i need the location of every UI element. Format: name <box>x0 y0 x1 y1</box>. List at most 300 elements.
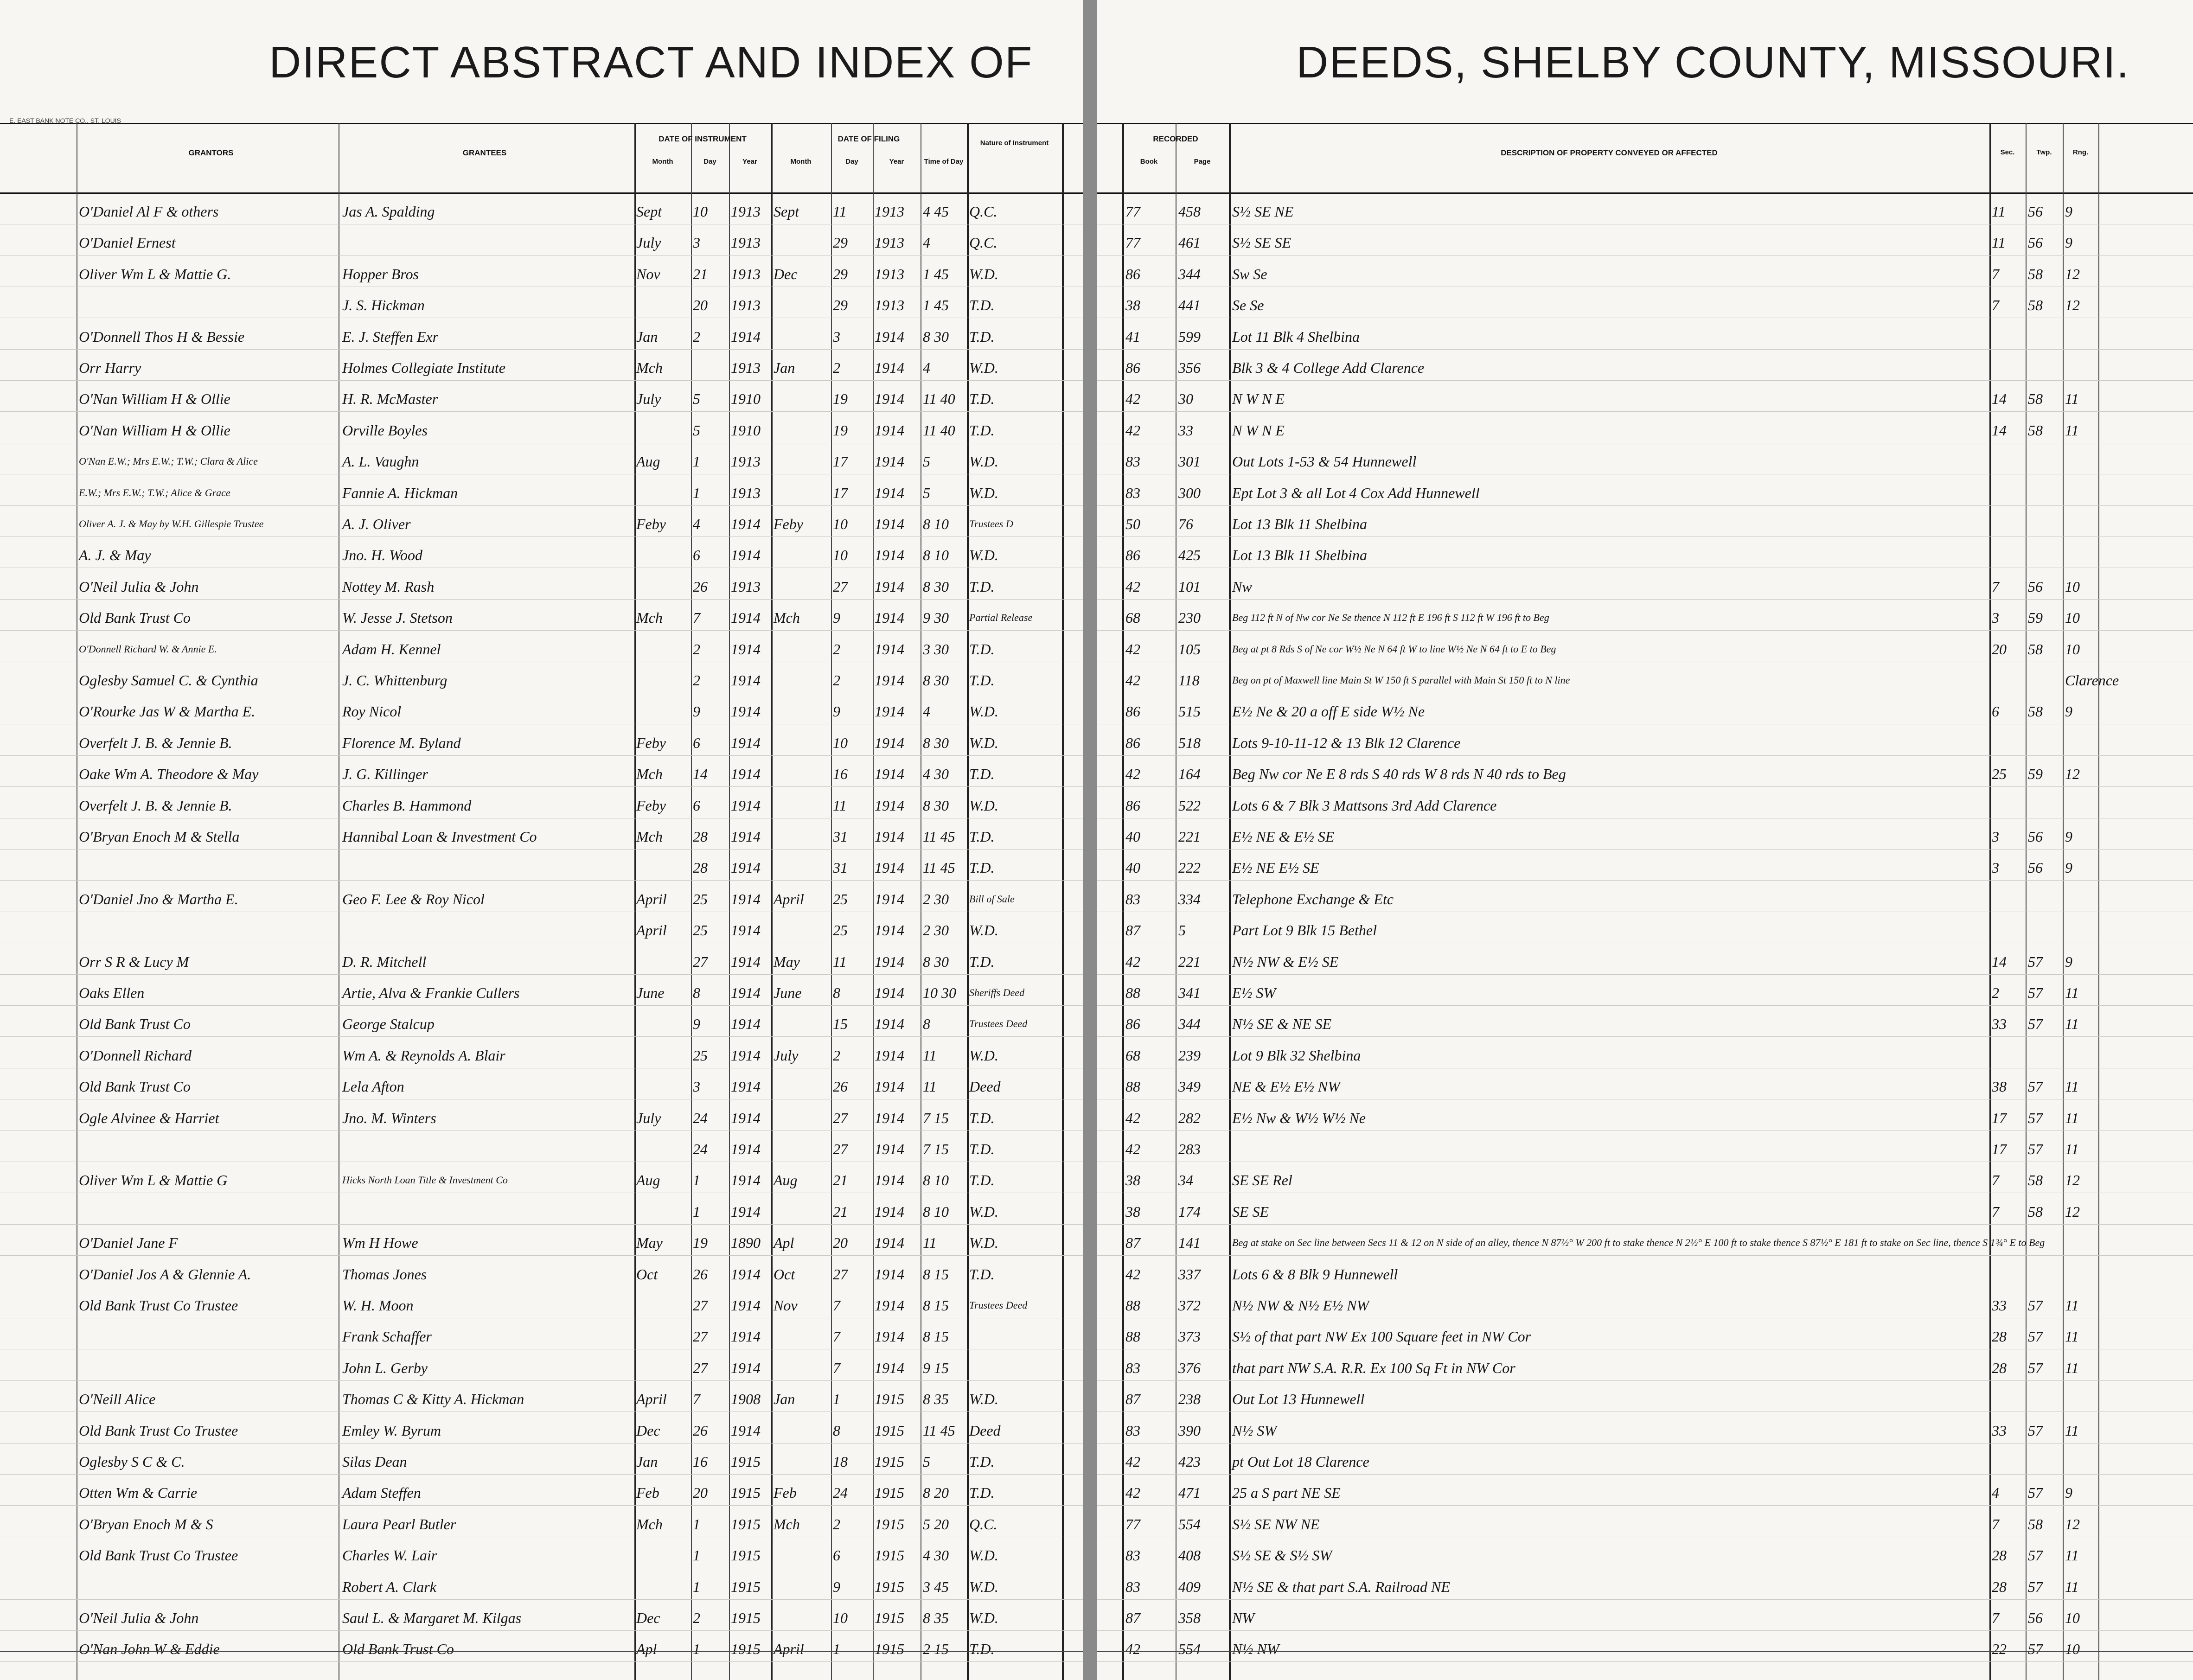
rng-cell: 9 <box>2065 203 2072 220</box>
filing-month-cell: Dec <box>774 265 798 282</box>
rng-cell: 11 <box>2065 1328 2079 1345</box>
grantee-cell: Orville Boyles <box>342 422 428 439</box>
twp-cell: 58 <box>2028 390 2043 408</box>
filing-month-cell: Mch <box>774 1515 800 1533</box>
sec-cell: 38 <box>1992 1078 2007 1095</box>
page-cell: 458 <box>1178 203 1201 220</box>
instrument-day-cell: 25 <box>693 1047 708 1064</box>
twp-cell: 57 <box>2028 953 2043 970</box>
sec-cell: 28 <box>1992 1547 2007 1564</box>
instrument-month-cell: Mch <box>636 359 663 376</box>
grantee-cell: Hannibal Loan & Investment Co <box>342 828 537 845</box>
page-cell: 101 <box>1178 578 1201 595</box>
instrument-month-cell: Feby <box>636 797 666 814</box>
sec-cell: 7 <box>1992 578 1999 595</box>
description-cell: Telephone Exchange & Etc <box>1232 890 1394 907</box>
book-cell: 86 <box>1125 797 1140 814</box>
filing-time-cell: 11 <box>923 1047 937 1064</box>
book-cell: 42 <box>1125 640 1140 658</box>
filing-time-cell: 8 30 <box>923 672 949 689</box>
table-row <box>1097 822 2193 850</box>
page-cell: 372 <box>1178 1297 1201 1314</box>
sec-cell: 22 <box>1992 1641 2007 1658</box>
page-cell: 141 <box>1178 1234 1201 1252</box>
page-cell: 222 <box>1178 859 1201 876</box>
date-of-filing-header: DATE OF FILING <box>838 134 900 143</box>
grantee-cell: Emley W. Byrum <box>342 1422 441 1439</box>
grantor-cell: O'Donnell Thos H & Bessie <box>79 328 245 345</box>
nature-cell: T.D. <box>969 953 995 970</box>
twp-cell: 58 <box>2028 1203 2043 1220</box>
nature-cell: T.D. <box>969 1109 995 1126</box>
nature-cell: Deed <box>969 1422 1001 1439</box>
grantee-cell: Lela Afton <box>342 1078 404 1095</box>
filing-year-cell: 1914 <box>875 1141 904 1157</box>
grantee-cell: Robert A. Clark <box>342 1578 436 1595</box>
filing-day-cell: 21 <box>833 1172 848 1189</box>
instrument-month-cell: Mch <box>636 828 663 845</box>
table-row <box>1097 1322 2193 1349</box>
filing-year-cell: 1915 <box>875 1515 904 1533</box>
description-cell: Beg Nw cor Ne E 8 rds S 40 rds W 8 rds N 40 rds to Beg <box>1232 766 1566 783</box>
grantor-cell: O'Bryan Enoch M & Stella <box>79 828 240 845</box>
table-row <box>1097 260 2193 287</box>
book-cell: 77 <box>1125 203 1140 220</box>
filing-time-cell: 5 <box>923 484 930 501</box>
twp-cell: 57 <box>2028 1578 2043 1595</box>
page-cell: 408 <box>1178 1547 1201 1564</box>
filing-year-cell: 1914 <box>875 1328 904 1345</box>
instrument-year-cell: 1910 <box>731 422 761 439</box>
nature-cell: W.D. <box>969 734 998 751</box>
table-row <box>1097 1041 2193 1068</box>
instrument-day-cell: 21 <box>693 265 708 282</box>
instrument-year-cell: 1914 <box>731 547 761 564</box>
grantor-cell: Old Bank Trust Co Trustee <box>79 1422 238 1439</box>
filing-month-cell: Sept <box>774 203 799 220</box>
twp-cell: 57 <box>2028 1484 2043 1501</box>
sec-cell: 4 <box>1992 1484 1999 1501</box>
table-row <box>0 1416 1083 1444</box>
left-bottom-rule <box>0 1651 1083 1652</box>
instrument-year-cell: 1913 <box>731 453 761 470</box>
table-row <box>0 728 1083 756</box>
filing-month-cell: Mch <box>774 609 800 626</box>
grantor-cell: A. J. & May <box>79 547 151 564</box>
grantee-cell: E. J. Steffen Exr <box>342 328 439 345</box>
book-cell: 88 <box>1125 1328 1140 1345</box>
table-row <box>1097 1478 2193 1506</box>
instrument-year-cell: 1910 <box>731 390 761 408</box>
grantor-cell: O'Daniel Ernest <box>79 234 176 251</box>
description-cell: Part Lot 9 Blk 15 Bethel <box>1232 922 1377 939</box>
page-cell: 425 <box>1178 547 1201 564</box>
filing-year-cell: 1914 <box>875 703 904 720</box>
table-row <box>0 1354 1083 1381</box>
instrument-day-cell: 19 <box>693 1234 708 1252</box>
table-row <box>1097 1260 2193 1287</box>
filing-year-cell: 1914 <box>875 1265 904 1283</box>
page-cell: 164 <box>1178 766 1201 783</box>
instrument-day-cell: 1 <box>693 1172 700 1189</box>
nature-cell: T.D. <box>969 328 995 345</box>
filing-year-cell: 1914 <box>875 797 904 814</box>
sec-cell: 17 <box>1992 1141 2007 1157</box>
nature-cell: Bill of Sale <box>969 893 1015 905</box>
instrument-month-cell: Sept <box>636 203 662 220</box>
filing-day-cell: 25 <box>833 922 848 939</box>
left-ledger-page <box>0 0 1083 1680</box>
sec-header: Sec. <box>2000 148 2015 156</box>
filing-day-cell: 15 <box>833 1016 848 1033</box>
table-row <box>0 978 1083 1006</box>
twp-cell: 57 <box>2028 1016 2043 1033</box>
instrument-day-cell: 7 <box>693 609 700 626</box>
nature-cell: T.D. <box>969 766 995 783</box>
grantee-cell: Jno. M. Winters <box>342 1109 436 1126</box>
grantee-cell: John L. Gerby <box>342 1359 428 1376</box>
instrument-year-cell: 1913 <box>731 484 761 501</box>
nature-cell: Sheriffs Deed <box>969 987 1025 998</box>
book-cell: 50 <box>1125 516 1140 532</box>
page-cell: 344 <box>1178 1016 1201 1033</box>
page-cell: 239 <box>1178 1047 1201 1064</box>
page-cell: 174 <box>1178 1203 1201 1220</box>
filing-day-cell: 9 <box>833 703 840 720</box>
book-cell: 42 <box>1125 390 1140 408</box>
nature-of-instrument-header: Nature of Instrument <box>980 139 1049 147</box>
grantor-cell: Orr Harry <box>79 359 141 376</box>
right-page-title: DEEDS, SHELBY COUNTY, MISSOURI. <box>1296 38 2130 87</box>
filing-day-header: Day <box>845 158 858 166</box>
table-row <box>0 1541 1083 1568</box>
twp-cell: 56 <box>2028 1610 2043 1626</box>
book-header: Book <box>1140 158 1158 166</box>
filing-day-cell: 17 <box>833 484 848 501</box>
grantee-cell: Hicks North Loan Title & Investment Co <box>342 1174 508 1186</box>
book-cell: 68 <box>1125 1047 1140 1064</box>
table-row <box>0 666 1083 693</box>
grantor-cell: Old Bank Trust Co <box>79 1078 191 1095</box>
filing-day-cell: 8 <box>833 1422 840 1439</box>
filing-time-cell: 8 30 <box>923 953 949 970</box>
book-cell: 38 <box>1125 1203 1140 1220</box>
twp-cell: 56 <box>2028 859 2043 876</box>
page-cell: 373 <box>1178 1328 1201 1345</box>
table-row <box>0 510 1083 537</box>
grantee-cell: Nottey M. Rash <box>342 578 435 595</box>
rng-cell: 11 <box>2065 984 2079 1001</box>
instrument-day-cell: 2 <box>693 1610 700 1626</box>
table-row <box>0 1260 1083 1287</box>
page-cell: 34 <box>1178 1172 1193 1189</box>
filing-year-cell: 1914 <box>875 1078 904 1095</box>
grantor-cell: Orr S R & Lucy M <box>79 953 189 970</box>
grantor-cell: O'Rourke Jas W & Martha E. <box>79 703 256 720</box>
filing-day-cell: 2 <box>833 1515 840 1533</box>
filing-year-cell: 1913 <box>875 297 904 314</box>
page-cell: 5 <box>1178 922 1186 939</box>
instrument-year-cell: 1914 <box>731 1328 761 1345</box>
nature-cell: T.D. <box>969 672 995 689</box>
page-cell: 554 <box>1178 1515 1201 1533</box>
printer-imprint: E. EAST BANK NOTE CO., ST. LOUIS <box>9 117 121 124</box>
rng-cell: 12 <box>2065 265 2080 282</box>
filing-month-cell: Aug <box>774 1172 798 1189</box>
rng-cell: 10 <box>2065 640 2080 658</box>
grantor-cell: Oake Wm A. Theodore & May <box>79 766 259 783</box>
filing-time-cell: 8 15 <box>923 1297 949 1314</box>
page-cell: 344 <box>1178 265 1201 282</box>
filing-day-cell: 11 <box>833 797 847 814</box>
instrument-year-cell: 1913 <box>731 234 761 251</box>
nature-cell: W.D. <box>969 703 998 720</box>
twp-cell: 57 <box>2028 1109 2043 1126</box>
nature-cell: Q.C. <box>969 203 997 220</box>
filing-day-cell: 11 <box>833 953 847 970</box>
instrument-year-cell: 1914 <box>731 1109 761 1126</box>
description-cell: Beg at stake on Sec line between Secs 11 & 12 on N side of an alley, thence N 87½° W 200 ft to stake thence N 2½° E 100 ft to stake thence S 87½° E 181 ft to stake on Sec line, thence S 1¾° E to Beg <box>1232 1237 2045 1249</box>
description-cell: N½ NW <box>1232 1641 1279 1658</box>
instrument-day-header: Day <box>703 158 716 166</box>
instrument-year-cell: 1915 <box>731 1515 761 1533</box>
sec-cell: 11 <box>1992 203 2006 220</box>
instrument-year-cell: 1914 <box>731 828 761 845</box>
filing-day-cell: 25 <box>833 890 848 907</box>
grantor-cell: Overfelt J. B. & Jennie B. <box>79 797 232 814</box>
instrument-month-cell: April <box>636 1391 667 1408</box>
rng-cell: 10 <box>2065 1610 2080 1626</box>
table-row <box>0 1603 1083 1631</box>
rng-header: Rng. <box>2072 148 2089 156</box>
description-cell: E½ NE E½ SE <box>1232 859 1319 876</box>
book-cell: 42 <box>1125 953 1140 970</box>
filing-day-cell: 24 <box>833 1484 848 1501</box>
nature-cell: W.D. <box>969 547 998 564</box>
filing-year-cell: 1914 <box>875 547 904 564</box>
rng-cell: 9 <box>2065 1484 2072 1501</box>
filing-time-cell: 2 15 <box>923 1641 949 1658</box>
filing-time-cell: 11 45 <box>923 1422 955 1439</box>
filing-year-cell: 1914 <box>875 953 904 970</box>
filing-time-cell: 8 35 <box>923 1610 949 1626</box>
filing-year-cell: 1914 <box>875 734 904 751</box>
instrument-year-header: Year <box>742 158 757 166</box>
book-cell: 87 <box>1125 1391 1140 1408</box>
book-cell: 42 <box>1125 422 1140 439</box>
sec-cell: 25 <box>1992 766 2007 783</box>
filing-year-cell: 1915 <box>875 1453 904 1470</box>
book-cell: 88 <box>1125 984 1140 1001</box>
rng-cell: 11 <box>2065 1547 2079 1564</box>
book-cell: 38 <box>1125 1172 1140 1189</box>
sec-cell: 3 <box>1992 859 1999 876</box>
sec-cell: 11 <box>1992 234 2006 251</box>
sec-cell: 14 <box>1992 953 2007 970</box>
filing-time-cell: 11 45 <box>923 859 955 876</box>
instrument-day-cell: 4 <box>693 516 700 532</box>
rng-cell: 12 <box>2065 1172 2080 1189</box>
right-bottom-rule <box>1097 1651 2193 1652</box>
sec-cell: 3 <box>1992 609 1999 626</box>
instrument-month-header: Month <box>652 158 673 166</box>
twp-cell: 58 <box>2028 1172 2043 1189</box>
instrument-day-cell: 27 <box>693 1297 708 1314</box>
nature-cell: T.D. <box>969 828 995 845</box>
table-row <box>1097 1385 2193 1412</box>
description-cell: N½ SW <box>1232 1422 1277 1439</box>
grantee-cell: Artie, Alva & Frankie Cullers <box>342 984 520 1001</box>
grantee-cell: Charles B. Hammond <box>342 797 472 814</box>
instrument-day-cell: 1 <box>693 1641 700 1658</box>
filing-month-cell: Apl <box>774 1234 794 1252</box>
filing-time-cell: 8 15 <box>923 1265 949 1283</box>
instrument-year-cell: 1914 <box>731 1359 761 1376</box>
page-cell: 441 <box>1178 297 1201 314</box>
filing-time-cell: 5 <box>923 1453 930 1470</box>
grantee-cell: W. H. Moon <box>342 1297 414 1314</box>
filing-time-cell: 4 <box>923 703 930 720</box>
book-cell: 41 <box>1125 328 1140 345</box>
filing-year-cell: 1914 <box>875 766 904 783</box>
book-gutter <box>1083 0 1097 1680</box>
page-cell: 337 <box>1178 1265 1201 1283</box>
twp-cell: 57 <box>2028 1359 2043 1376</box>
filing-day-cell: 11 <box>833 203 847 220</box>
nature-cell: T.D. <box>969 1484 995 1501</box>
rng-cell: 11 <box>2065 1078 2079 1095</box>
grantor-cell: Oglesby S C & C. <box>79 1453 185 1470</box>
filing-month-cell: July <box>774 1047 799 1064</box>
description-cell: SE SE <box>1232 1203 1269 1220</box>
instrument-year-cell: 1913 <box>731 297 761 314</box>
table-row <box>1097 853 2193 881</box>
filing-year-cell: 1913 <box>875 203 904 220</box>
filing-day-cell: 10 <box>833 734 848 751</box>
grantee-cell: D. R. Mitchell <box>342 953 427 970</box>
filing-year-cell: 1914 <box>875 390 904 408</box>
book-cell: 42 <box>1125 766 1140 783</box>
description-cell: Lots 6 & 7 Blk 3 Mattsons 3rd Add Clarence <box>1232 797 1497 814</box>
instrument-year-cell: 1890 <box>731 1234 761 1252</box>
filing-day-cell: 8 <box>833 984 840 1001</box>
grantor-cell: O'Nan John W & Eddie <box>79 1641 220 1658</box>
filing-year-cell: 1914 <box>875 1109 904 1126</box>
instrument-day-cell: 5 <box>693 390 700 408</box>
grantee-cell: Geo F. Lee & Roy Nicol <box>342 890 485 907</box>
filing-year-cell: 1914 <box>875 828 904 845</box>
instrument-day-cell: 1 <box>693 1547 700 1564</box>
grantor-cell: O'Nan William H & Ollie <box>79 390 230 408</box>
filing-time-cell: 4 45 <box>923 203 949 220</box>
grantee-cell: Thomas C & Kitty A. Hickman <box>342 1391 524 1408</box>
grantor-cell: O'Donnell Richard <box>79 1047 192 1064</box>
header-top-rule <box>1097 123 2193 124</box>
instrument-day-cell: 1 <box>693 1515 700 1533</box>
filing-year-cell: 1915 <box>875 1547 904 1564</box>
filing-day-cell: 2 <box>833 359 840 376</box>
instrument-day-cell: 27 <box>693 1328 708 1345</box>
rng-cell: 11 <box>2065 1359 2079 1376</box>
page-cell: 423 <box>1178 1453 1201 1470</box>
instrument-year-cell: 1914 <box>731 328 761 345</box>
grantor-cell: O'Neill Alice <box>79 1391 156 1408</box>
rng-cell: 10 <box>2065 1641 2080 1658</box>
book-cell: 86 <box>1125 547 1140 564</box>
table-row <box>1097 353 2193 381</box>
nature-cell: T.D. <box>969 1141 995 1157</box>
table-row <box>0 447 1083 474</box>
table-row <box>1097 447 2193 474</box>
table-row <box>0 479 1083 506</box>
page-cell: 76 <box>1178 516 1193 532</box>
instrument-year-cell: 1913 <box>731 578 761 595</box>
filing-time-header: Time of Day <box>924 158 964 166</box>
rng-cell: 11 <box>2065 1016 2079 1033</box>
twp-cell: 56 <box>2028 203 2043 220</box>
book-cell: 77 <box>1125 234 1140 251</box>
nature-cell: T.D. <box>969 422 995 439</box>
nature-cell: T.D. <box>969 1453 995 1470</box>
book-cell: 86 <box>1125 1016 1140 1033</box>
description-cell: N W N E <box>1232 422 1285 439</box>
table-row <box>1097 666 2193 693</box>
table-row <box>0 1510 1083 1537</box>
table-row <box>1097 1135 2193 1162</box>
grantor-cell: O'Nan E.W.; Mrs E.W.; T.W.; Clara & Alice <box>79 455 258 467</box>
table-row <box>1097 1197 2193 1225</box>
page-cell: 230 <box>1178 609 1201 626</box>
table-row <box>1097 479 2193 506</box>
book-cell: 83 <box>1125 453 1140 470</box>
book-cell: 38 <box>1125 297 1140 314</box>
instrument-year-cell: 1914 <box>731 516 761 532</box>
table-row <box>0 384 1083 412</box>
instrument-month-cell: Mch <box>636 766 663 783</box>
grantor-cell: O'Daniel Al F & others <box>79 203 219 220</box>
twp-cell: 58 <box>2028 422 2043 439</box>
twp-cell: 59 <box>2028 609 2043 626</box>
grantee-cell: Laura Pearl Butler <box>342 1515 456 1533</box>
instrument-year-cell: 1914 <box>731 797 761 814</box>
instrument-year-cell: 1914 <box>731 953 761 970</box>
book-cell: 77 <box>1125 1515 1140 1533</box>
description-cell: Ept Lot 3 & all Lot 4 Cox Add Hunnewell <box>1232 484 1480 501</box>
twp-cell: 57 <box>2028 1547 2043 1564</box>
table-row <box>1097 541 2193 568</box>
filing-month-cell: Jan <box>774 1391 795 1408</box>
description-cell: Out Lots 1-53 & 54 Hunnewell <box>1232 453 1417 470</box>
instrument-day-cell: 16 <box>693 1453 708 1470</box>
description-cell: E½ NE & E½ SE <box>1232 828 1335 845</box>
sec-cell: 17 <box>1992 1109 2007 1126</box>
grantor-cell: O'Daniel Jos A & Glennie A. <box>79 1265 251 1283</box>
table-row <box>0 1385 1083 1412</box>
filing-time-cell: 11 40 <box>923 390 955 408</box>
filing-year-cell: 1914 <box>875 1359 904 1376</box>
sec-cell: 28 <box>1992 1359 2007 1376</box>
rng-cell: 11 <box>2065 1109 2079 1126</box>
instrument-day-cell: 10 <box>693 203 708 220</box>
instrument-day-cell: 28 <box>693 859 708 876</box>
table-row <box>0 1135 1083 1162</box>
sec-cell: 6 <box>1992 703 1999 720</box>
table-row <box>0 1166 1083 1193</box>
instrument-day-cell: 6 <box>693 797 700 814</box>
grantor-cell: Old Bank Trust Co <box>79 609 191 626</box>
instrument-day-cell: 9 <box>693 703 700 720</box>
sec-cell: 2 <box>1992 984 1999 1001</box>
